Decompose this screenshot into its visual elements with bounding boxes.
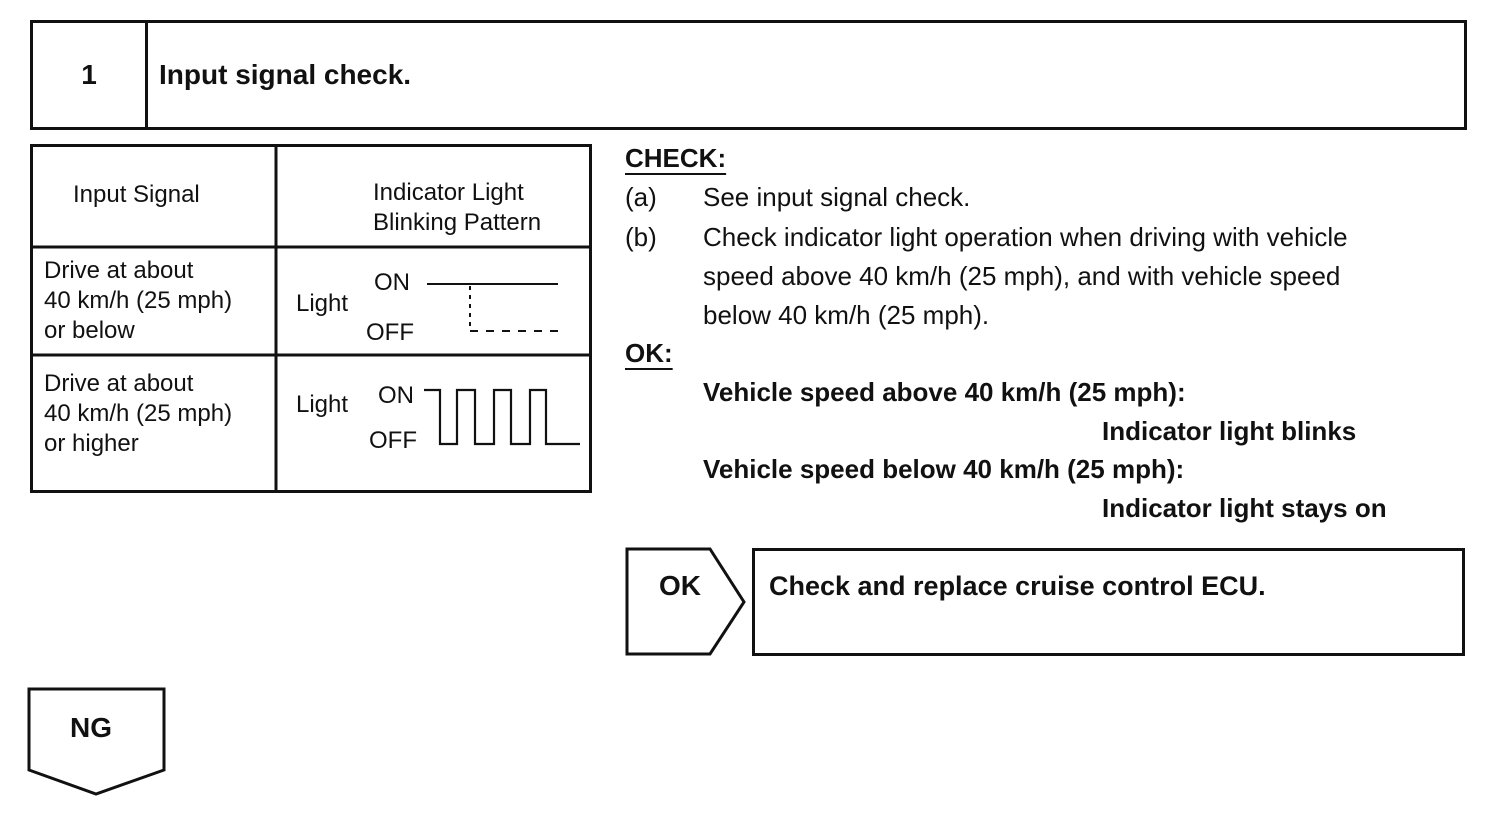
ok-arrow-icon	[624, 546, 750, 658]
blinking-pattern-diagram	[424, 390, 580, 444]
row2-condition	[44, 369, 232, 459]
row1-condition-line: or below	[44, 317, 135, 344]
header-pattern	[373, 178, 541, 238]
ng-branch-label: NG	[70, 712, 112, 743]
row1-condition-line: 40 km/h (25 mph)	[44, 287, 233, 314]
row2-condition-line: or higher	[44, 430, 139, 457]
signal-table	[30, 144, 592, 494]
row2-light-label: Light	[296, 391, 349, 418]
row1-off-label: OFF	[366, 319, 414, 346]
row2-on-label: ON	[378, 382, 414, 409]
row1-light-label: Light	[296, 290, 349, 317]
ok-action-text: Check and replace cruise control ECU.	[769, 571, 1266, 601]
step-header	[30, 20, 1467, 130]
ok-heading: OK:	[625, 338, 673, 368]
ok-result-1: Indicator light blinks	[1102, 416, 1357, 446]
row2-off-label: OFF	[369, 427, 417, 454]
header-pattern-line1: Indicator Light	[373, 179, 524, 206]
header-pattern-line2: Blinking Pattern	[373, 209, 542, 236]
check-item-b-line: Check indicator light operation when driving with vehicle	[703, 222, 1348, 252]
check-item-b-line: speed above 40 km/h (25 mph), and with vehicle speed	[703, 261, 1341, 291]
header-input-signal: Input Signal	[73, 181, 200, 208]
check-item-a-text: See input signal check.	[703, 182, 971, 212]
ok-result-2: Indicator light stays on	[1102, 493, 1387, 523]
check-item-b-text	[703, 218, 1348, 335]
steady-pattern-diagram	[427, 284, 558, 331]
row1-condition	[44, 256, 232, 346]
row1-condition-line: Drive at about	[44, 257, 194, 284]
row2-condition-line: Drive at about	[44, 370, 194, 397]
row1-on-label: ON	[374, 269, 410, 296]
ok-condition-1: Vehicle speed above 40 km/h (25 mph):	[703, 377, 1186, 407]
ok-condition-2: Vehicle speed below 40 km/h (25 mph):	[703, 454, 1185, 484]
step-title: Input signal check.	[159, 59, 412, 90]
check-item-b-marker: (b)	[625, 222, 657, 252]
check-heading: CHECK:	[625, 143, 727, 173]
check-item-b-line: below 40 km/h (25 mph).	[703, 300, 990, 330]
check-item-a-marker: (a)	[625, 182, 657, 212]
ok-branch-label: OK	[659, 570, 701, 601]
row2-condition-line: 40 km/h (25 mph)	[44, 400, 233, 427]
ok-action-box	[752, 548, 1465, 656]
step-number: 1	[33, 23, 148, 127]
